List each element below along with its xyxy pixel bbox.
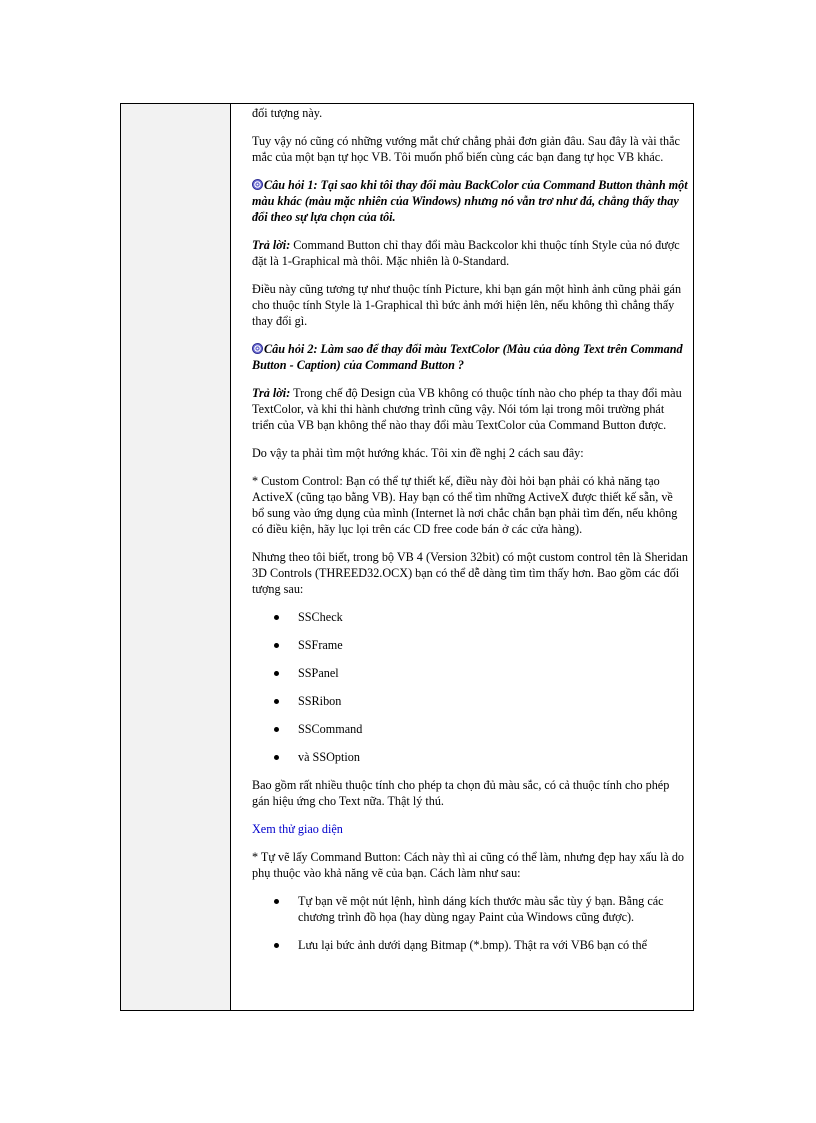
list-item-label: SSCommand [298,722,363,736]
list-item-label: SSFrame [298,638,343,652]
list-item [252,937,688,953]
list-item [252,721,688,737]
bullet-icon [274,671,279,676]
question-bullet-icon [252,343,263,354]
bullet-icon [274,899,279,904]
question-bullet-icon [252,179,263,190]
para-other-way: Do vậy ta phải tìm một hướng khác. Tôi xin đề nghị 2 cách sau đây: [252,446,584,460]
para-picture: Điều này cũng tương tự như thuộc tính Picture, khi bạn gán một hình ảnh cũng phải gán cho thuộc tính Style là 1-Graphical thì bức ảnh mới hiện lên, nếu không thì chẳng thấy thay đổi gì. [252,282,682,328]
list-item-label: SSPanel [298,666,339,680]
bullet-icon [274,943,279,948]
question-1 [252,177,688,225]
answer-1-text: Command Button chỉ thay đổi màu Backcolor khi thuộc tính Style của nó được đặt là 1-Graphical mà thôi. Mặc nhiên là 0-Standard. [252,238,680,268]
document-table [120,103,694,1011]
para-custom-control: * Custom Control: Bạn có thể tự thiết kế, điều này đòi hỏi bạn phải có khả năng tạo ActiveX (cũng tạo bằng VB). Hay bạn có thể tìm những ActiveX được thiết kế sẵn, về bổ sung vào ứng dụng của mình (Internet là nơi chắc chắn bạn phải tìm đến, nếu không có điều kiện, hãy lục lọi trên các CD free code bán ở các cửa hàng). [252,474,678,536]
objects-list [252,609,688,765]
answer-1-label: Trả lời: [252,238,291,252]
list-item-label: và SSOption [298,750,360,764]
question-2 [252,341,688,373]
para-sheridan: Nhưng theo tôi biết, trong bộ VB 4 (Version 32bit) có một custom control tên là Sheridan 3D Controls (THREED32.OCX) bạn có thể dễ dàng tìm tìm thấy hơn. Bao gồm các đối tượng sau: [252,550,688,596]
question-2-text: Câu hỏi 2: Làm sao để thay đổi màu TextColor (Màu của dòng Text trên Command Button - Caption) của Command Button ? [252,342,683,372]
list-item [252,637,688,653]
answer-2-label: Trả lời: [252,386,291,400]
bullet-icon [274,643,279,648]
answer-2 [252,385,688,433]
answer-2-text: Trong chế độ Design của VB không có thuộc tính nào cho phép ta thay đổi màu TextColor, và khi thi hành chương trình cũng vậy. Nói tóm lại trong môi trường phát triển của VB bạn không thể nào thay đổi màu TextColor của Command Button được. [252,386,682,432]
list-item [252,749,688,765]
list-item [252,693,688,709]
intro-tail: đối tượng này. [252,106,323,120]
link-view-interface[interactable]: Xem thử giao diện [252,822,343,836]
step-text: Lưu lại bức ảnh dưới dạng Bitmap (*.bmp). Thật ra với VB6 bạn có thể [298,938,648,952]
list-item [252,893,688,925]
step-text: Tự bạn vẽ một nút lệnh, hình dáng kích thước màu sắc tùy ý bạn. Bằng các chương trình đồ họa (hay dùng ngay Paint của Windows cũng được). [298,894,664,924]
answer-1 [252,237,688,269]
table-content-cell [252,104,688,953]
bullet-icon [274,615,279,620]
para-draw: * Tự vẽ lấy Command Button: Cách này thì ai cũng có thể làm, nhưng đẹp hay xấu là do phụ thuộc vào khả năng vẽ của bạn. Cách làm như sau: [252,850,685,880]
question-1-text: Câu hỏi 1: Tại sao khi tôi thay đổi màu BackColor của Command Button thành một màu khác (màu mặc nhiên của Windows) nhưng nó vẫn trơ như đá, chẳng thấy thay đổi theo sự lựa chọn của tôi. [252,178,688,224]
steps-list [252,893,688,953]
list-item-label: SSCheck [298,610,343,624]
para-caveat: Tuy vậy nó cũng có những vướng mắt chứ chẳng phải đơn giản đâu. Sau đây là vài thắc mắc của một bạn tự học VB. Tôi muốn phổ biến cùng các bạn đang tự học VB khác. [252,134,680,164]
list-item [252,609,688,625]
table-left-column [121,104,231,1010]
bullet-icon [274,727,279,732]
bullet-icon [274,755,279,760]
list-item [252,665,688,681]
para-properties: Bao gồm rất nhiều thuộc tính cho phép ta chọn đủ màu sắc, có cả thuộc tính cho phép gán hiệu ứng cho Text nữa. Thật lý thú. [252,778,670,808]
list-item-label: SSRibon [298,694,342,708]
bullet-icon [274,699,279,704]
